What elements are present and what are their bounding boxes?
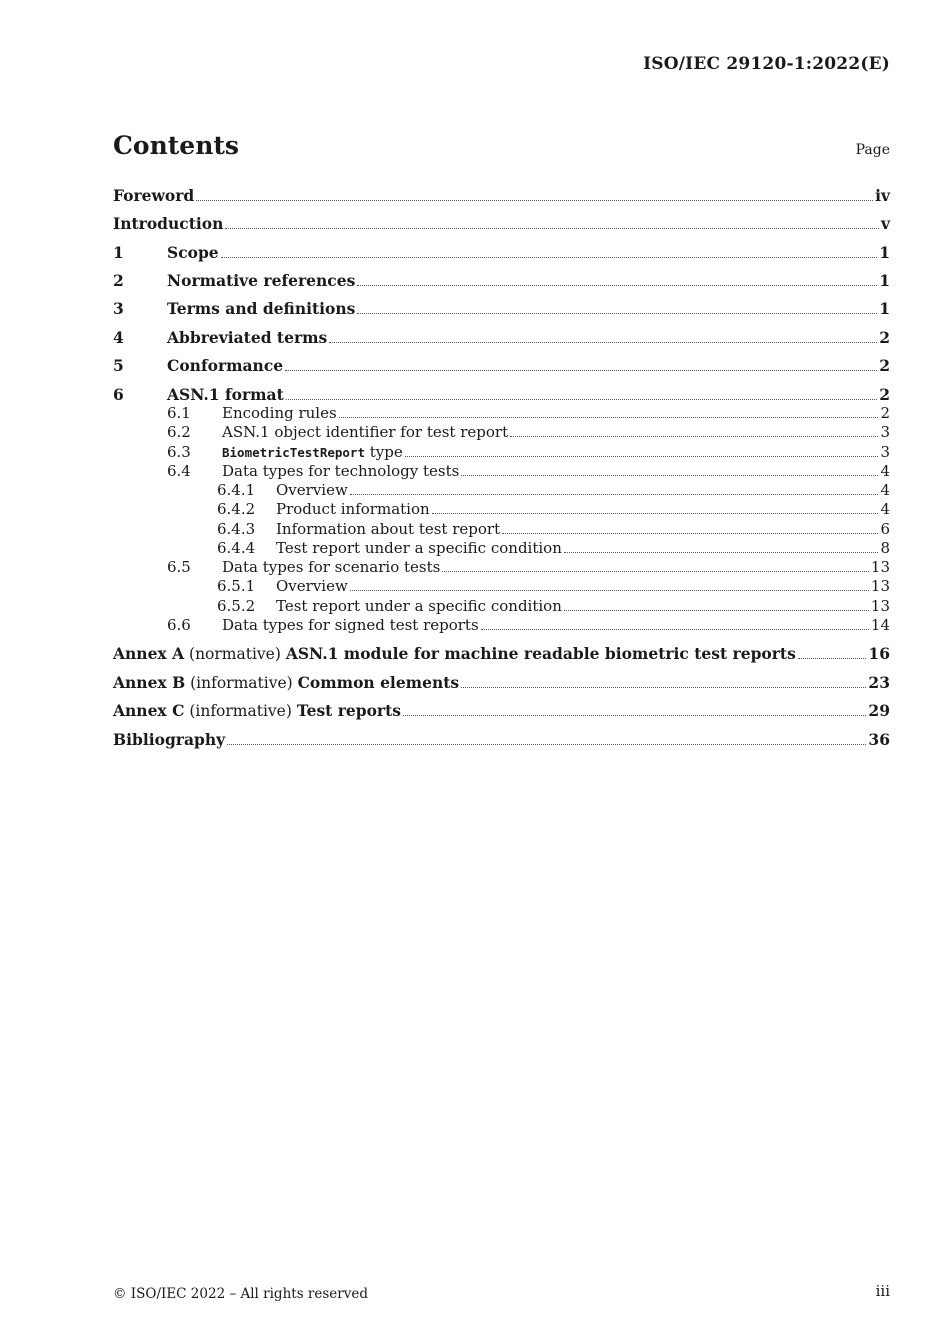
toc-entry[interactable]	[113, 500, 890, 518]
dot-leader	[564, 552, 879, 553]
toc-entry-page: 23	[868, 673, 890, 692]
toc-entry[interactable]	[113, 730, 890, 749]
toc-entry-title	[222, 404, 337, 422]
annex-label: Annex A	[113, 644, 185, 663]
toc-entry-number: 6.5.2	[217, 597, 256, 615]
toc-entry[interactable]	[113, 385, 890, 404]
toc-entry-number: 6.4.4	[217, 539, 256, 557]
dot-leader	[510, 436, 878, 437]
toc-entry-title	[167, 328, 327, 347]
toc-entry[interactable]	[113, 404, 890, 422]
toc-entry-page: 2	[879, 356, 890, 375]
toc-entry-title	[222, 462, 459, 480]
toc-entry-title	[222, 558, 440, 576]
toc-entry-title	[276, 500, 430, 518]
toc-entry-number: 4	[113, 328, 124, 347]
toc-entry-number: 1	[113, 243, 124, 262]
toc-entry-page: 14	[870, 616, 890, 634]
toc-entry-title-text: Data types for scenario tests	[222, 558, 441, 576]
toc-entry[interactable]	[113, 539, 890, 557]
dot-leader	[339, 417, 879, 418]
toc-entry-title-text: ASN.1 module for machine readable biometric test reports	[285, 644, 796, 663]
toc-entry-page: 13	[870, 577, 890, 595]
dot-leader	[227, 744, 866, 745]
toc-entry-title-text: Encoding rules	[222, 404, 337, 422]
toc-entry-number: 6.4.1	[217, 481, 256, 499]
toc-entry-page: 2	[880, 404, 890, 422]
toc-entry[interactable]	[113, 271, 890, 290]
toc-entry-title	[113, 730, 225, 749]
dot-leader	[481, 629, 869, 630]
toc-entry-title	[222, 443, 403, 461]
toc-entry-page: 3	[880, 443, 890, 461]
toc-entry-number: 2	[113, 271, 124, 290]
toc-entry-title-text: Overview	[276, 481, 348, 499]
toc-entry[interactable]	[113, 597, 890, 615]
toc-entry-title-text: ASN.1 object identifier for test report	[222, 423, 509, 441]
toc-entry-page: 1	[879, 299, 890, 318]
toc-entry-title	[276, 539, 562, 557]
toc-entry-page: 4	[880, 500, 890, 518]
dot-leader	[461, 475, 878, 476]
toc-entry-title	[222, 616, 479, 634]
toc-entry-page: 36	[868, 730, 890, 749]
dot-leader	[798, 658, 867, 659]
toc-entry-title-text: Conformance	[167, 356, 284, 375]
toc-entry[interactable]	[113, 243, 890, 262]
toc-entry-title	[113, 186, 194, 205]
toc-entry-page: 13	[870, 558, 890, 576]
toc-entry-title-text: Data types for technology tests	[222, 462, 460, 480]
toc-entry-number: 6.1	[167, 404, 191, 422]
document-id-header: ISO/IEC 29120-1:2022(E)	[643, 54, 890, 74]
toc-entry[interactable]	[113, 356, 890, 375]
toc-entry-title-text: ASN.1 format	[167, 385, 284, 404]
dot-leader	[221, 257, 878, 258]
toc-entry-title	[167, 243, 219, 262]
toc-entry-title	[113, 701, 401, 720]
dot-leader	[432, 513, 879, 514]
toc-entry-title-text: Bibliography	[113, 730, 226, 749]
toc-entry[interactable]	[113, 673, 890, 692]
toc-entry-page: 8	[880, 539, 890, 557]
toc-entry-title-text: Terms and definitions	[167, 299, 356, 318]
toc-entry-page: 2	[879, 385, 890, 404]
toc-entry[interactable]	[113, 481, 890, 499]
toc-entry-number: 6.3	[167, 443, 191, 461]
dot-leader	[442, 571, 869, 572]
toc-entry-title-text: Scope	[167, 243, 219, 262]
dot-leader	[403, 715, 866, 716]
annex-label: Annex C	[113, 701, 185, 720]
toc-entry-page: v	[880, 214, 890, 233]
toc-entry[interactable]	[113, 520, 890, 538]
toc-entry-number: 6.2	[167, 423, 191, 441]
toc-entry[interactable]	[113, 186, 890, 205]
toc-entry-title	[222, 423, 508, 441]
annex-qualifier: (normative)	[184, 645, 286, 663]
toc-entry-title	[276, 597, 562, 615]
toc-entry[interactable]	[113, 299, 890, 318]
footer-copyright: © ISO/IEC 2022 – All rights reserved	[113, 1286, 368, 1302]
toc-entry-title	[276, 481, 348, 499]
toc-entry-page: 4	[880, 462, 890, 480]
dot-leader	[285, 370, 877, 371]
toc-entry[interactable]	[113, 462, 890, 480]
toc-entry[interactable]	[113, 558, 890, 576]
toc-entry-title-text: Information about test report	[276, 520, 501, 538]
dot-leader	[196, 200, 873, 201]
toc-entry-title	[276, 520, 500, 538]
toc-entry-page: 6	[880, 520, 890, 538]
toc-entry-number: 3	[113, 299, 124, 318]
toc-entry-page: 1	[879, 243, 890, 262]
toc-entry-number: 6	[113, 385, 124, 404]
dot-leader	[225, 228, 879, 229]
toc-entry-number: 5	[113, 356, 124, 375]
toc-entry-title	[113, 214, 223, 233]
toc-entry-title-text: Test report under a specific condition	[276, 597, 562, 615]
toc-entry-title	[167, 271, 355, 290]
toc-entry[interactable]	[113, 214, 890, 233]
dot-leader	[350, 590, 869, 591]
toc-entry-number: 6.6	[167, 616, 191, 634]
toc-entry-title-text: Test report under a specific condition	[276, 539, 562, 557]
toc-entry-number: 6.4.3	[217, 520, 256, 538]
toc-entry-page: iv	[875, 186, 890, 205]
dot-leader	[405, 456, 879, 457]
toc-entry-page: 29	[868, 701, 890, 720]
code-term: BiometricTestReport	[222, 445, 365, 460]
toc-entry[interactable]	[113, 328, 890, 347]
toc-entry[interactable]	[113, 701, 890, 720]
toc-entry[interactable]	[113, 423, 890, 441]
toc-entry[interactable]	[113, 644, 890, 663]
toc-entry-title-text: Foreword	[113, 186, 195, 205]
toc-entry-title-text: Normative references	[167, 271, 356, 290]
toc-entry-title-text: Test reports	[296, 701, 401, 720]
dot-leader	[329, 342, 877, 343]
toc-entry-title-text: Overview	[276, 577, 348, 595]
dot-leader	[350, 494, 879, 495]
toc-entry-page: 13	[870, 597, 890, 615]
toc-entry[interactable]	[113, 616, 890, 634]
toc-entry-number: 6.5.1	[217, 577, 256, 595]
toc-entry-title-text: type	[365, 443, 403, 461]
toc-entry-title-text: Introduction	[113, 214, 224, 233]
toc-entry-title	[167, 299, 355, 318]
toc-entry-page: 3	[880, 423, 890, 441]
toc-entry-page: 1	[879, 271, 890, 290]
annex-qualifier: (informative)	[185, 674, 298, 692]
toc-entry-page: 16	[868, 644, 890, 663]
dot-leader	[564, 610, 869, 611]
toc-entry-page: 2	[879, 328, 890, 347]
dot-leader	[357, 313, 877, 314]
dot-leader	[357, 285, 877, 286]
toc-entry-title	[276, 577, 348, 595]
annex-label: Annex B	[113, 673, 186, 692]
annex-qualifier: (informative)	[184, 702, 297, 720]
toc-entry-title	[113, 673, 459, 692]
toc-entry-title	[167, 356, 283, 375]
dot-leader	[286, 399, 877, 400]
page-title: Contents	[113, 131, 240, 160]
dot-leader	[461, 687, 866, 688]
toc-entry-number: 6.5	[167, 558, 191, 576]
toc-entry-title	[113, 644, 796, 663]
toc-entry-title-text: Data types for signed test reports	[222, 616, 479, 634]
toc-entry-page: 4	[880, 481, 890, 499]
toc-entry-title-text: Abbreviated terms	[167, 328, 328, 347]
toc-entry-title	[167, 385, 284, 404]
toc-entry-title-text: Product information	[276, 500, 430, 518]
toc-entry-number: 6.4.2	[217, 500, 256, 518]
footer-page-number: iii	[875, 1282, 890, 1300]
page-column-label: Page	[855, 142, 890, 158]
toc-entry[interactable]	[113, 443, 890, 461]
dot-leader	[502, 533, 878, 534]
toc-entry-title-text: Common elements	[297, 673, 460, 692]
toc-entry[interactable]	[113, 577, 890, 595]
toc-entry-number: 6.4	[167, 462, 191, 480]
